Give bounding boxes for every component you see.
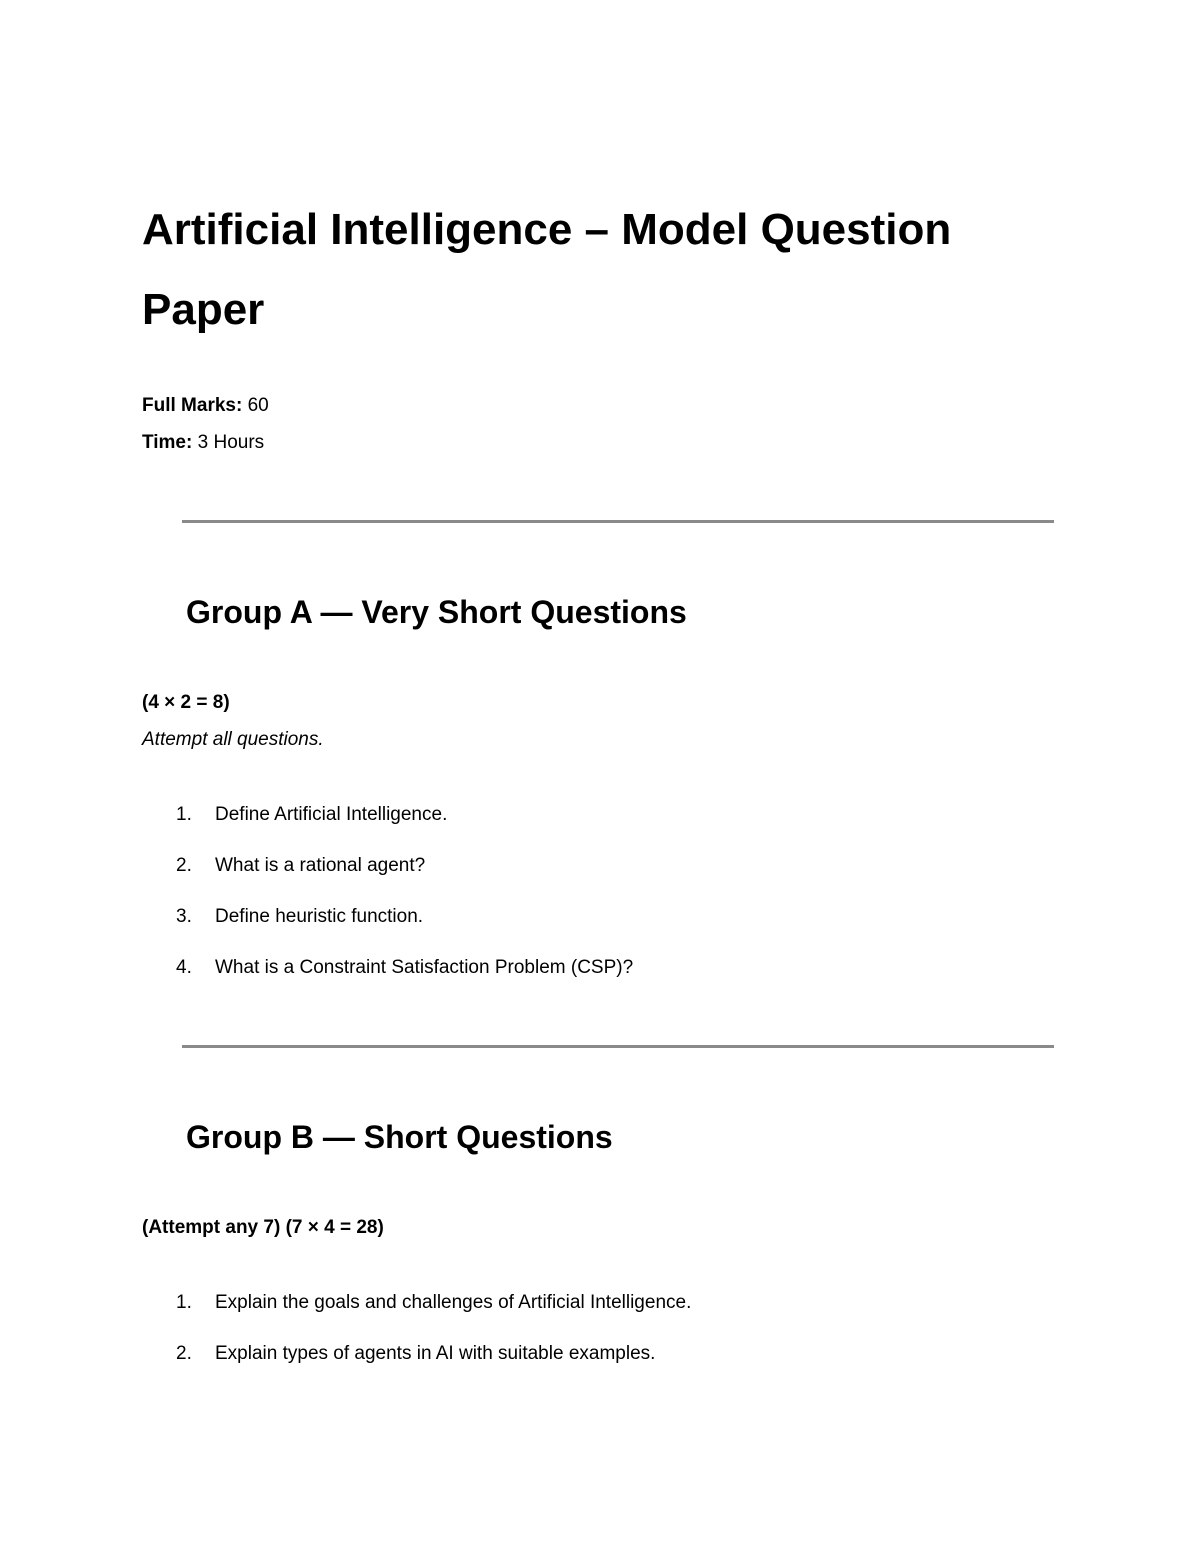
divider xyxy=(182,1045,1054,1048)
full-marks-value: 60 xyxy=(247,395,269,416)
question-text: Define Artificial Intelligence. xyxy=(215,804,448,825)
list-item xyxy=(172,955,633,981)
full-marks-label: Full Marks: xyxy=(142,395,243,416)
question-text: Explain the goals and challenges of Artificial Intelligence. xyxy=(215,1292,692,1313)
question-number: 2. xyxy=(176,855,192,876)
question-text: Explain types of agents in AI with suitable examples. xyxy=(215,1343,656,1364)
time-value: 3 Hours xyxy=(197,432,265,453)
time xyxy=(142,430,264,456)
page-title: Artificial Intelligence – Model Question Paper xyxy=(142,205,952,334)
group-b-heading: Group B — Short Questions xyxy=(186,1119,613,1155)
list-item xyxy=(172,904,423,930)
group-b-marks: (Attempt any 7) (7 × 4 = 28) xyxy=(142,1217,384,1238)
question-number: 4. xyxy=(176,957,192,978)
time-label: Time: xyxy=(142,432,193,453)
question-number: 2. xyxy=(176,1343,192,1364)
question-number: 1. xyxy=(176,804,192,825)
question-number: 1. xyxy=(176,1292,192,1313)
group-a-instruction: Attempt all questions. xyxy=(142,729,324,750)
question-number: 3. xyxy=(176,906,192,927)
list-item xyxy=(172,802,447,828)
full-marks xyxy=(142,393,269,419)
question-text: What is a Constraint Satisfaction Problem (CSP)? xyxy=(215,957,634,978)
question-text: Define heuristic function. xyxy=(215,906,424,927)
list-item xyxy=(172,1290,691,1316)
list-item xyxy=(172,1341,655,1367)
group-a-marks: (4 × 2 = 8) xyxy=(142,692,230,713)
list-item xyxy=(172,853,425,879)
question-text: What is a rational agent? xyxy=(215,855,426,876)
group-a-heading: Group A — Very Short Questions xyxy=(186,594,687,630)
divider xyxy=(182,520,1054,523)
